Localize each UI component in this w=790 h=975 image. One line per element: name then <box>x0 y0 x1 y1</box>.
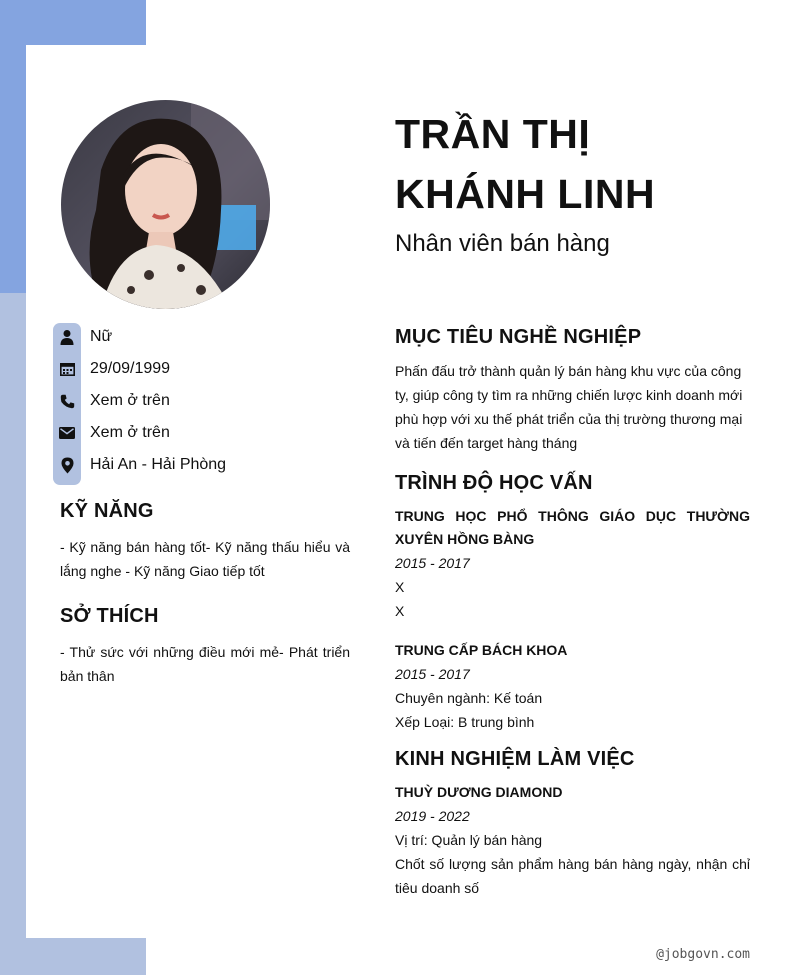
location-pin-icon <box>53 457 81 474</box>
hobbies-title: SỞ THÍCH <box>60 605 159 627</box>
avatar <box>61 100 270 309</box>
birthday-value: 29/09/1999 <box>90 360 171 377</box>
hobbies-text: - Thử sức với những điều mới mẻ- Phát triển bản thân <box>60 644 350 684</box>
mail-icon <box>53 427 81 439</box>
education-detail: Chuyên ngành: Kế toán <box>395 690 543 706</box>
candidate-name: TRẦN THỊ KHÁNH LINH <box>395 111 656 217</box>
contact-gender <box>53 321 353 353</box>
experience-company: THUỲ DƯƠNG DIAMOND <box>395 784 563 800</box>
education-title: TRÌNH ĐỘ HỌC VẤN <box>395 472 593 494</box>
education-section <box>395 472 750 734</box>
contact-address <box>53 449 353 481</box>
right-column <box>395 104 750 896</box>
job-title: Nhân viên bán hàng <box>395 230 610 257</box>
career-goal-title: MỤC TIÊU NGHỀ NGHIỆP <box>395 326 642 348</box>
experience-title: KINH NGHIỆM LÀM VIỆC <box>395 748 635 770</box>
phone-icon <box>53 394 81 409</box>
skills-title: KỸ NĂNG <box>60 500 154 522</box>
education-period: 2015 - 2017 <box>395 555 470 571</box>
career-goal-section <box>395 326 750 455</box>
career-goal-text: Phấn đấu trở thành quản lý bán hàng khu vực của công ty, giúp công ty tìm ra những chiến lược kinh doanh mới phù hợp với xu thế phát triển của thị trường thương mại và tiến đến target hàng tháng <box>395 363 743 451</box>
contact-list <box>53 321 353 481</box>
education-detail: Xếp Loại: B trung bình <box>395 714 535 730</box>
experience-position: Vị trí: Quản lý bán hàng <box>395 832 543 848</box>
address-value: Hải An - Hải Phòng <box>90 456 227 473</box>
experience-period: 2019 - 2022 <box>395 808 470 824</box>
person-icon <box>53 329 81 345</box>
contact-phone <box>53 385 353 417</box>
left-column <box>60 500 350 710</box>
experience-entry <box>395 781 750 900</box>
contact-birthday <box>53 353 353 385</box>
experience-section <box>395 748 750 900</box>
email-value: Xem ở trên <box>90 424 170 441</box>
watermark: @jobgovn.com <box>656 947 750 962</box>
education-detail: X <box>395 603 405 619</box>
education-entry <box>395 639 750 734</box>
experience-description: Chốt số lượng sản phẩm hàng bán hàng ngày, nhận chỉ tiêu doanh số <box>395 856 750 896</box>
gender-value: Nữ <box>90 328 113 345</box>
education-period: 2015 - 2017 <box>395 666 470 682</box>
education-school: TRUNG CẤP BÁCH KHOA <box>395 642 568 658</box>
education-school: TRUNG HỌC PHỔ THÔNG GIÁO DỤC THƯỜNG XUYÊN HỒNG BÀNG <box>395 508 750 547</box>
education-detail: X <box>395 579 405 595</box>
calendar-icon <box>53 362 81 376</box>
skills-text: - Kỹ năng bán hàng tốt- Kỹ năng thấu hiểu và lắng nghe - Kỹ năng Giao tiếp tốt <box>60 539 350 579</box>
education-entry <box>395 505 750 623</box>
contact-email <box>53 417 353 449</box>
phone-value: Xem ở trên <box>90 392 170 409</box>
